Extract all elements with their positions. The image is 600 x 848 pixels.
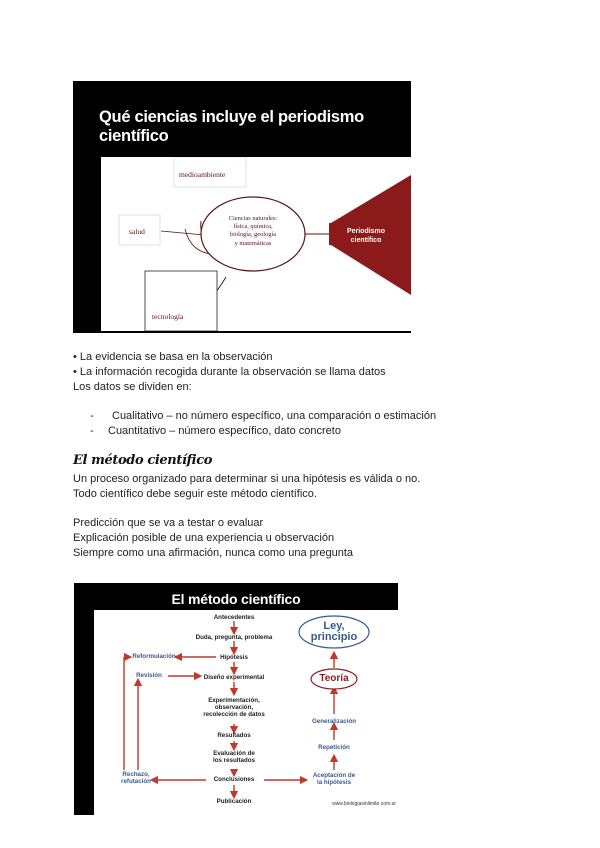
target-label-line2: científico [350, 237, 382, 244]
data-divide-line: Los datos se dividen en: [73, 381, 192, 393]
step-duda: Duda, pregunta, problema [195, 634, 273, 641]
step-experimentacion [184, 697, 284, 718]
node-ley [299, 621, 369, 643]
center-line: y matemáticas [234, 239, 272, 247]
step-exp-line: recolección de datos [203, 711, 265, 718]
slide-image-metodo [74, 583, 398, 815]
step-hipotesis: Hipótesis [220, 654, 248, 661]
node-ley-line: principio [310, 631, 358, 643]
diagram-panel [101, 157, 411, 331]
node-teoria: Teoría [319, 673, 349, 684]
node-reformulacion: Reformulación [132, 653, 176, 660]
target-label [329, 227, 403, 245]
paragraph-explanation: Explicación posible de una experiencia u observación [73, 532, 335, 544]
step-publicacion: Publicación [216, 798, 252, 805]
list-item-quantitative: Cuantitativo – número específico, dato concreto [108, 425, 341, 437]
paragraph-scientist: Todo científico debe seguir este método científico. [73, 488, 317, 500]
slide-title-line2: científico [99, 127, 169, 145]
step-exp-line: Experimentación, [208, 697, 260, 704]
slide-image-periodismo [73, 81, 411, 333]
slide2-title: El método científico [171, 591, 301, 607]
step-conclusiones: Conclusiones [213, 776, 255, 783]
step-eval-line: los resultados [213, 757, 255, 764]
node-aceptacion-line: Aceptación de [312, 772, 356, 779]
list-dash: - [90, 410, 94, 422]
source-url: www.biologiasinlimite.com.ar [332, 801, 396, 807]
node-rechazo [116, 771, 156, 785]
step-evaluacion [184, 750, 284, 764]
center-text [207, 215, 299, 248]
paragraph-statement: Siempre como una afirmación, nunca como una pregunta [73, 547, 354, 559]
step-eval-line: Evaluación de [213, 750, 255, 757]
node-aceptacion-line: la hipótesis [316, 779, 352, 786]
node-rechazo-line: Rechazo, [122, 771, 150, 778]
center-line: física, química, [233, 223, 273, 231]
slide-title [99, 108, 399, 146]
slide-title-line1: Qué ciencias incluye el periodismo [99, 108, 364, 126]
step-resultados: Resultados [217, 732, 251, 739]
node-aceptacion [304, 772, 364, 786]
node-generalizacion: Generalización [311, 718, 357, 725]
step-diseno: Diseño experimental [203, 674, 265, 681]
flowchart-panel [94, 610, 398, 815]
step-antecedentes: Antecedentes [213, 614, 255, 621]
bullet-data: • La información recogida durante la observación se llama datos [73, 366, 386, 378]
bullet-evidence: • La evidencia se basa en la observación [73, 351, 273, 363]
node-ley-line: Ley, [323, 620, 345, 632]
node-environment: medioambiente [179, 170, 226, 179]
node-rechazo-line: refutación [121, 778, 151, 785]
step-exp-line: observación, [214, 704, 254, 711]
node-revision: Revisión [136, 672, 162, 679]
node-tech: tecnología [152, 312, 184, 321]
center-line: biología, geología [229, 231, 277, 239]
node-repeticion: Repetición [318, 744, 350, 751]
node-health: salud [129, 227, 145, 236]
section-heading: El método científico [73, 453, 212, 468]
connector-health [161, 231, 204, 235]
target-label-line1: Periodismo [346, 228, 386, 235]
tech-box [145, 271, 217, 331]
list-item-qualitative: Cualitativo – no número específico, una comparación o estimación [112, 410, 437, 422]
list-dash: - [90, 425, 94, 437]
center-line: Ciencias naturales: [228, 215, 278, 222]
paragraph-prediction: Predicción que se va a testar o evaluar [73, 517, 264, 529]
paragraph-process: Un proceso organizado para determinar si una hipótesis es válida o no. [73, 473, 421, 485]
